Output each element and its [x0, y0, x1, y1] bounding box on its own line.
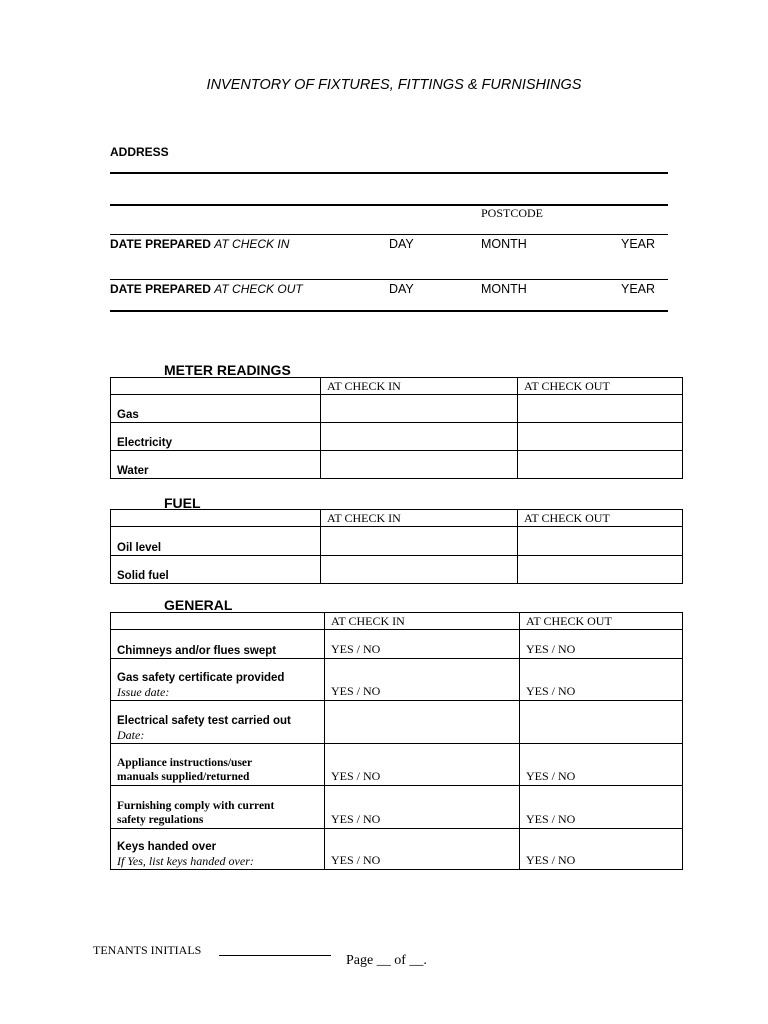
yes-no-option[interactable]: YES / NO — [526, 684, 576, 698]
row-label-cell — [111, 423, 321, 451]
general-table — [110, 612, 683, 870]
chimneys-check-in-cell[interactable] — [325, 630, 520, 659]
check-in-date-line[interactable] — [110, 279, 668, 280]
solid-fuel-check-in-cell[interactable] — [321, 556, 518, 584]
meter-readings-table — [110, 377, 683, 479]
chimneys-check-out-cell[interactable] — [520, 630, 683, 659]
appliance-check-in-cell[interactable] — [325, 744, 520, 786]
keys-check-in-cell[interactable] — [325, 829, 520, 870]
table-row — [111, 423, 683, 451]
date-check-in-label — [110, 237, 289, 251]
column-header-check-in: AT CHECK IN — [321, 510, 518, 527]
table-row — [111, 786, 683, 829]
row-label-solid-fuel: Solid fuel — [117, 570, 169, 582]
oil-check-out-cell[interactable] — [518, 527, 683, 556]
gas-safety-check-in-cell[interactable] — [325, 659, 520, 701]
row-label-chimneys: Chimneys and/or flues swept — [117, 645, 277, 657]
fuel-title: FUEL — [164, 495, 201, 511]
electricity-check-in-cell[interactable] — [321, 423, 518, 451]
table-row — [111, 395, 683, 423]
gas-check-out-cell[interactable] — [518, 395, 683, 423]
tenants-initials-line[interactable] — [219, 955, 331, 956]
check-out-year-label: YEAR — [621, 282, 656, 296]
yes-no-option[interactable]: YES / NO — [331, 853, 381, 867]
column-header-check-out: AT CHECK OUT — [520, 613, 683, 630]
column-header-check-in: AT CHECK IN — [325, 613, 520, 630]
yes-no-option[interactable]: YES / NO — [526, 769, 576, 783]
row-label-oil-level: Oil level — [117, 542, 162, 554]
check-out-date-line[interactable] — [110, 310, 668, 312]
yes-no-option[interactable]: YES / NO — [526, 642, 576, 656]
solid-fuel-check-out-cell[interactable] — [518, 556, 683, 584]
keys-check-out-cell[interactable] — [520, 829, 683, 870]
electrical-safety-check-in-cell[interactable] — [325, 701, 520, 744]
table-header-row — [111, 378, 683, 395]
date-check-in-suffix: AT CHECK IN — [214, 237, 290, 251]
yes-no-option[interactable]: YES / NO — [526, 853, 576, 867]
date-check-out-suffix: AT CHECK OUT — [214, 282, 303, 296]
table-cell — [111, 510, 321, 527]
date-prepared-label: DATE PREPARED — [110, 237, 211, 251]
row-label-cell — [111, 829, 325, 870]
row-note-date: Date: — [117, 728, 145, 742]
date-check-out-label — [110, 282, 303, 296]
table-header-row — [111, 510, 683, 527]
address-label: ADDRESS — [110, 145, 169, 159]
row-label-gas-safety: Gas safety certificate provided — [117, 672, 285, 684]
postcode-line[interactable] — [110, 234, 668, 235]
appliance-check-out-cell[interactable] — [520, 744, 683, 786]
table-header-row — [111, 613, 683, 630]
row-label-water: Water — [117, 465, 149, 477]
table-cell — [111, 613, 325, 630]
row-label-appliance-line2: manuals supplied/returned — [117, 771, 250, 783]
row-label-cell — [111, 527, 321, 556]
yes-no-option[interactable]: YES / NO — [526, 812, 576, 826]
table-row — [111, 829, 683, 870]
column-header-check-in: AT CHECK IN — [321, 378, 518, 395]
table-cell — [111, 378, 321, 395]
row-label-cell — [111, 556, 321, 584]
water-check-in-cell[interactable] — [321, 451, 518, 479]
furnishing-check-out-cell[interactable] — [520, 786, 683, 829]
row-note-keys: If Yes, list keys handed over: — [117, 854, 254, 868]
row-label-keys: Keys handed over — [117, 841, 217, 853]
row-label-furnishing-line2: safety regulations — [117, 814, 204, 826]
electrical-safety-check-out-cell[interactable] — [520, 701, 683, 744]
row-label-furnishing-line1: Furnishing comply with current — [117, 800, 275, 812]
row-label-cell — [111, 744, 325, 786]
water-check-out-cell[interactable] — [518, 451, 683, 479]
date-prepared-label: DATE PREPARED — [110, 282, 211, 296]
table-row — [111, 451, 683, 479]
address-line-2[interactable] — [110, 204, 668, 206]
row-label-cell — [111, 659, 325, 701]
table-row — [111, 630, 683, 659]
tenants-initials-label: TENANTS INITIALS — [93, 943, 202, 957]
row-label-appliance-line1: Appliance instructions/user — [117, 757, 253, 769]
row-label-electrical-safety: Electrical safety test carried out — [117, 715, 291, 727]
postcode-label: POSTCODE — [481, 206, 544, 220]
row-label-cell — [111, 630, 325, 659]
check-in-year-label: YEAR — [621, 237, 656, 251]
row-label-cell — [111, 701, 325, 744]
column-header-check-out: AT CHECK OUT — [518, 378, 683, 395]
check-in-day-label: DAY — [389, 237, 414, 251]
row-label-gas: Gas — [117, 409, 139, 421]
yes-no-option[interactable]: YES / NO — [331, 769, 381, 783]
gas-safety-check-out-cell[interactable] — [520, 659, 683, 701]
row-label-cell — [111, 786, 325, 829]
check-out-month-label: MONTH — [481, 282, 527, 296]
page-number: Page __ of __. — [346, 953, 427, 968]
fuel-table — [110, 509, 683, 584]
check-out-day-label: DAY — [389, 282, 414, 296]
column-header-check-out: AT CHECK OUT — [518, 510, 683, 527]
table-row — [111, 659, 683, 701]
yes-no-option[interactable]: YES / NO — [331, 684, 381, 698]
oil-check-in-cell[interactable] — [321, 527, 518, 556]
gas-check-in-cell[interactable] — [321, 395, 518, 423]
table-row — [111, 556, 683, 584]
address-line-1[interactable] — [110, 172, 668, 174]
row-note-issue-date: Issue date: — [117, 685, 170, 699]
furnishing-check-in-cell[interactable] — [325, 786, 520, 829]
row-label-electricity: Electricity — [117, 437, 172, 449]
yes-no-option[interactable]: YES / NO — [331, 812, 381, 826]
table-row — [111, 744, 683, 786]
table-row — [111, 527, 683, 556]
row-label-cell — [111, 451, 321, 479]
table-row — [111, 701, 683, 744]
row-label-cell — [111, 395, 321, 423]
general-title: GENERAL — [164, 597, 233, 613]
electricity-check-out-cell[interactable] — [518, 423, 683, 451]
yes-no-option[interactable]: YES / NO — [331, 642, 381, 656]
check-in-month-label: MONTH — [481, 237, 527, 251]
document-title: INVENTORY OF FIXTURES, FITTINGS & FURNISHINGS — [206, 77, 582, 93]
meter-readings-title: METER READINGS — [164, 362, 291, 378]
